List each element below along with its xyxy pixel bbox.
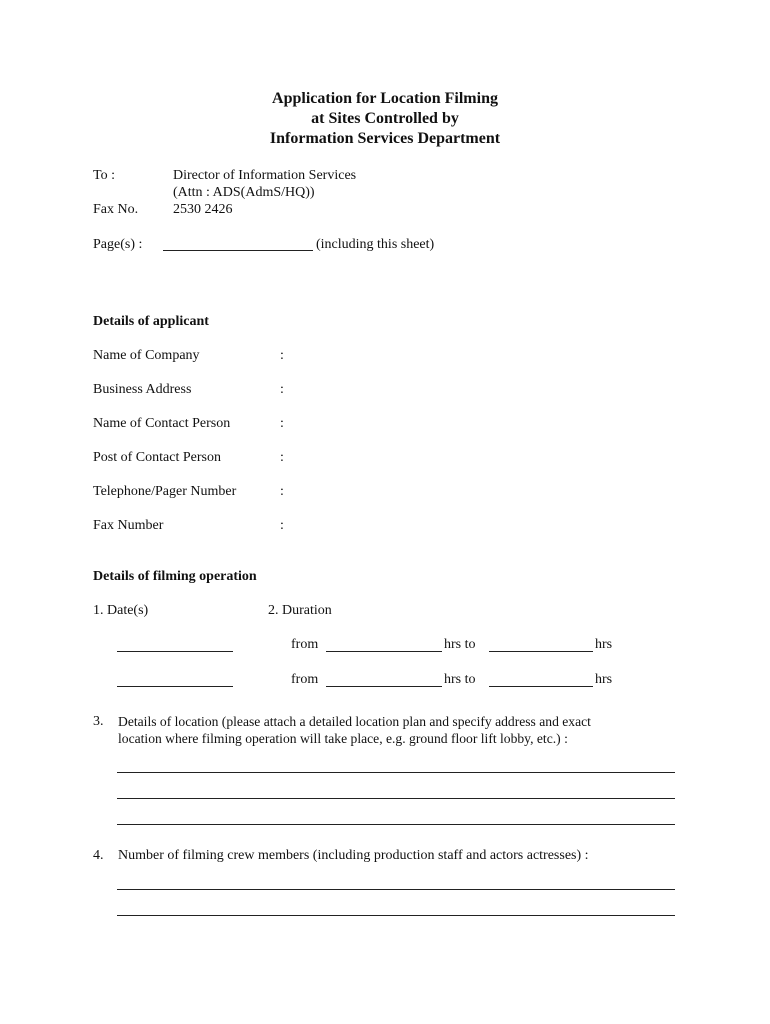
contact-person-colon: :: [280, 416, 284, 431]
contact-person-label: Name of Contact Person: [93, 416, 231, 431]
location-input-line-2[interactable]: [117, 798, 675, 799]
location-instructions-line-1: Details of location (please attach a detailed location plan and specify address and exact: [118, 714, 591, 729]
to-recipient: Director of Information Services: [173, 168, 357, 183]
telephone-label: Telephone/Pager Number: [93, 484, 237, 499]
company-name-colon: :: [280, 348, 284, 363]
location-item-number: 3.: [93, 714, 104, 729]
date-input-line-2[interactable]: [117, 686, 233, 687]
hrs-to-label-1: hrs to: [444, 637, 476, 652]
applicant-heading: Details of applicant: [93, 314, 209, 329]
telephone-colon: :: [280, 484, 284, 499]
hrs-to-label-2: hrs to: [444, 672, 476, 687]
fax-no-value: 2530 2426: [173, 202, 233, 217]
crew-instructions: Number of filming crew members (including production staff and actors actresses) :: [118, 848, 589, 863]
business-address-colon: :: [280, 382, 284, 397]
title-line-3: Information Services Department: [269, 130, 501, 147]
from-label-2: from: [291, 672, 319, 687]
to-time-line-1[interactable]: [489, 651, 593, 652]
from-time-line-2[interactable]: [326, 686, 442, 687]
date-input-line-1[interactable]: [117, 651, 233, 652]
company-name-label: Name of Company: [93, 348, 200, 363]
business-address-label: Business Address: [93, 382, 192, 397]
dates-label: 1. Date(s): [93, 603, 149, 618]
crew-input-line-1[interactable]: [117, 889, 675, 890]
to-time-line-2[interactable]: [489, 686, 593, 687]
title-line-1: Application for Location Filming: [272, 90, 498, 107]
location-input-line-3[interactable]: [117, 824, 675, 825]
fax-no-label: Fax No.: [93, 202, 139, 217]
from-label-1: from: [291, 637, 319, 652]
to-label: To :: [93, 168, 115, 183]
from-time-line-1[interactable]: [326, 651, 442, 652]
crew-item-number: 4.: [93, 848, 104, 863]
to-attention: (Attn : ADS(AdmS/HQ)): [173, 185, 315, 200]
pages-input-line[interactable]: [163, 250, 313, 251]
hrs-label-1: hrs: [595, 637, 613, 652]
fax-number-colon: :: [280, 518, 284, 533]
location-input-line-1[interactable]: [117, 772, 675, 773]
location-instructions-line-2: location where filming operation will take place, e.g. ground floor lift lobby, etc.) :: [118, 731, 568, 746]
contact-post-label: Post of Contact Person: [93, 450, 221, 465]
duration-label: 2. Duration: [268, 603, 332, 618]
pages-note: (including this sheet): [316, 237, 435, 252]
filming-heading: Details of filming operation: [93, 569, 257, 584]
title-line-2: at Sites Controlled by: [311, 110, 459, 127]
contact-post-colon: :: [280, 450, 284, 465]
crew-input-line-2[interactable]: [117, 915, 675, 916]
hrs-label-2: hrs: [595, 672, 613, 687]
fax-number-label: Fax Number: [93, 518, 164, 533]
pages-label: Page(s) :: [93, 237, 143, 252]
